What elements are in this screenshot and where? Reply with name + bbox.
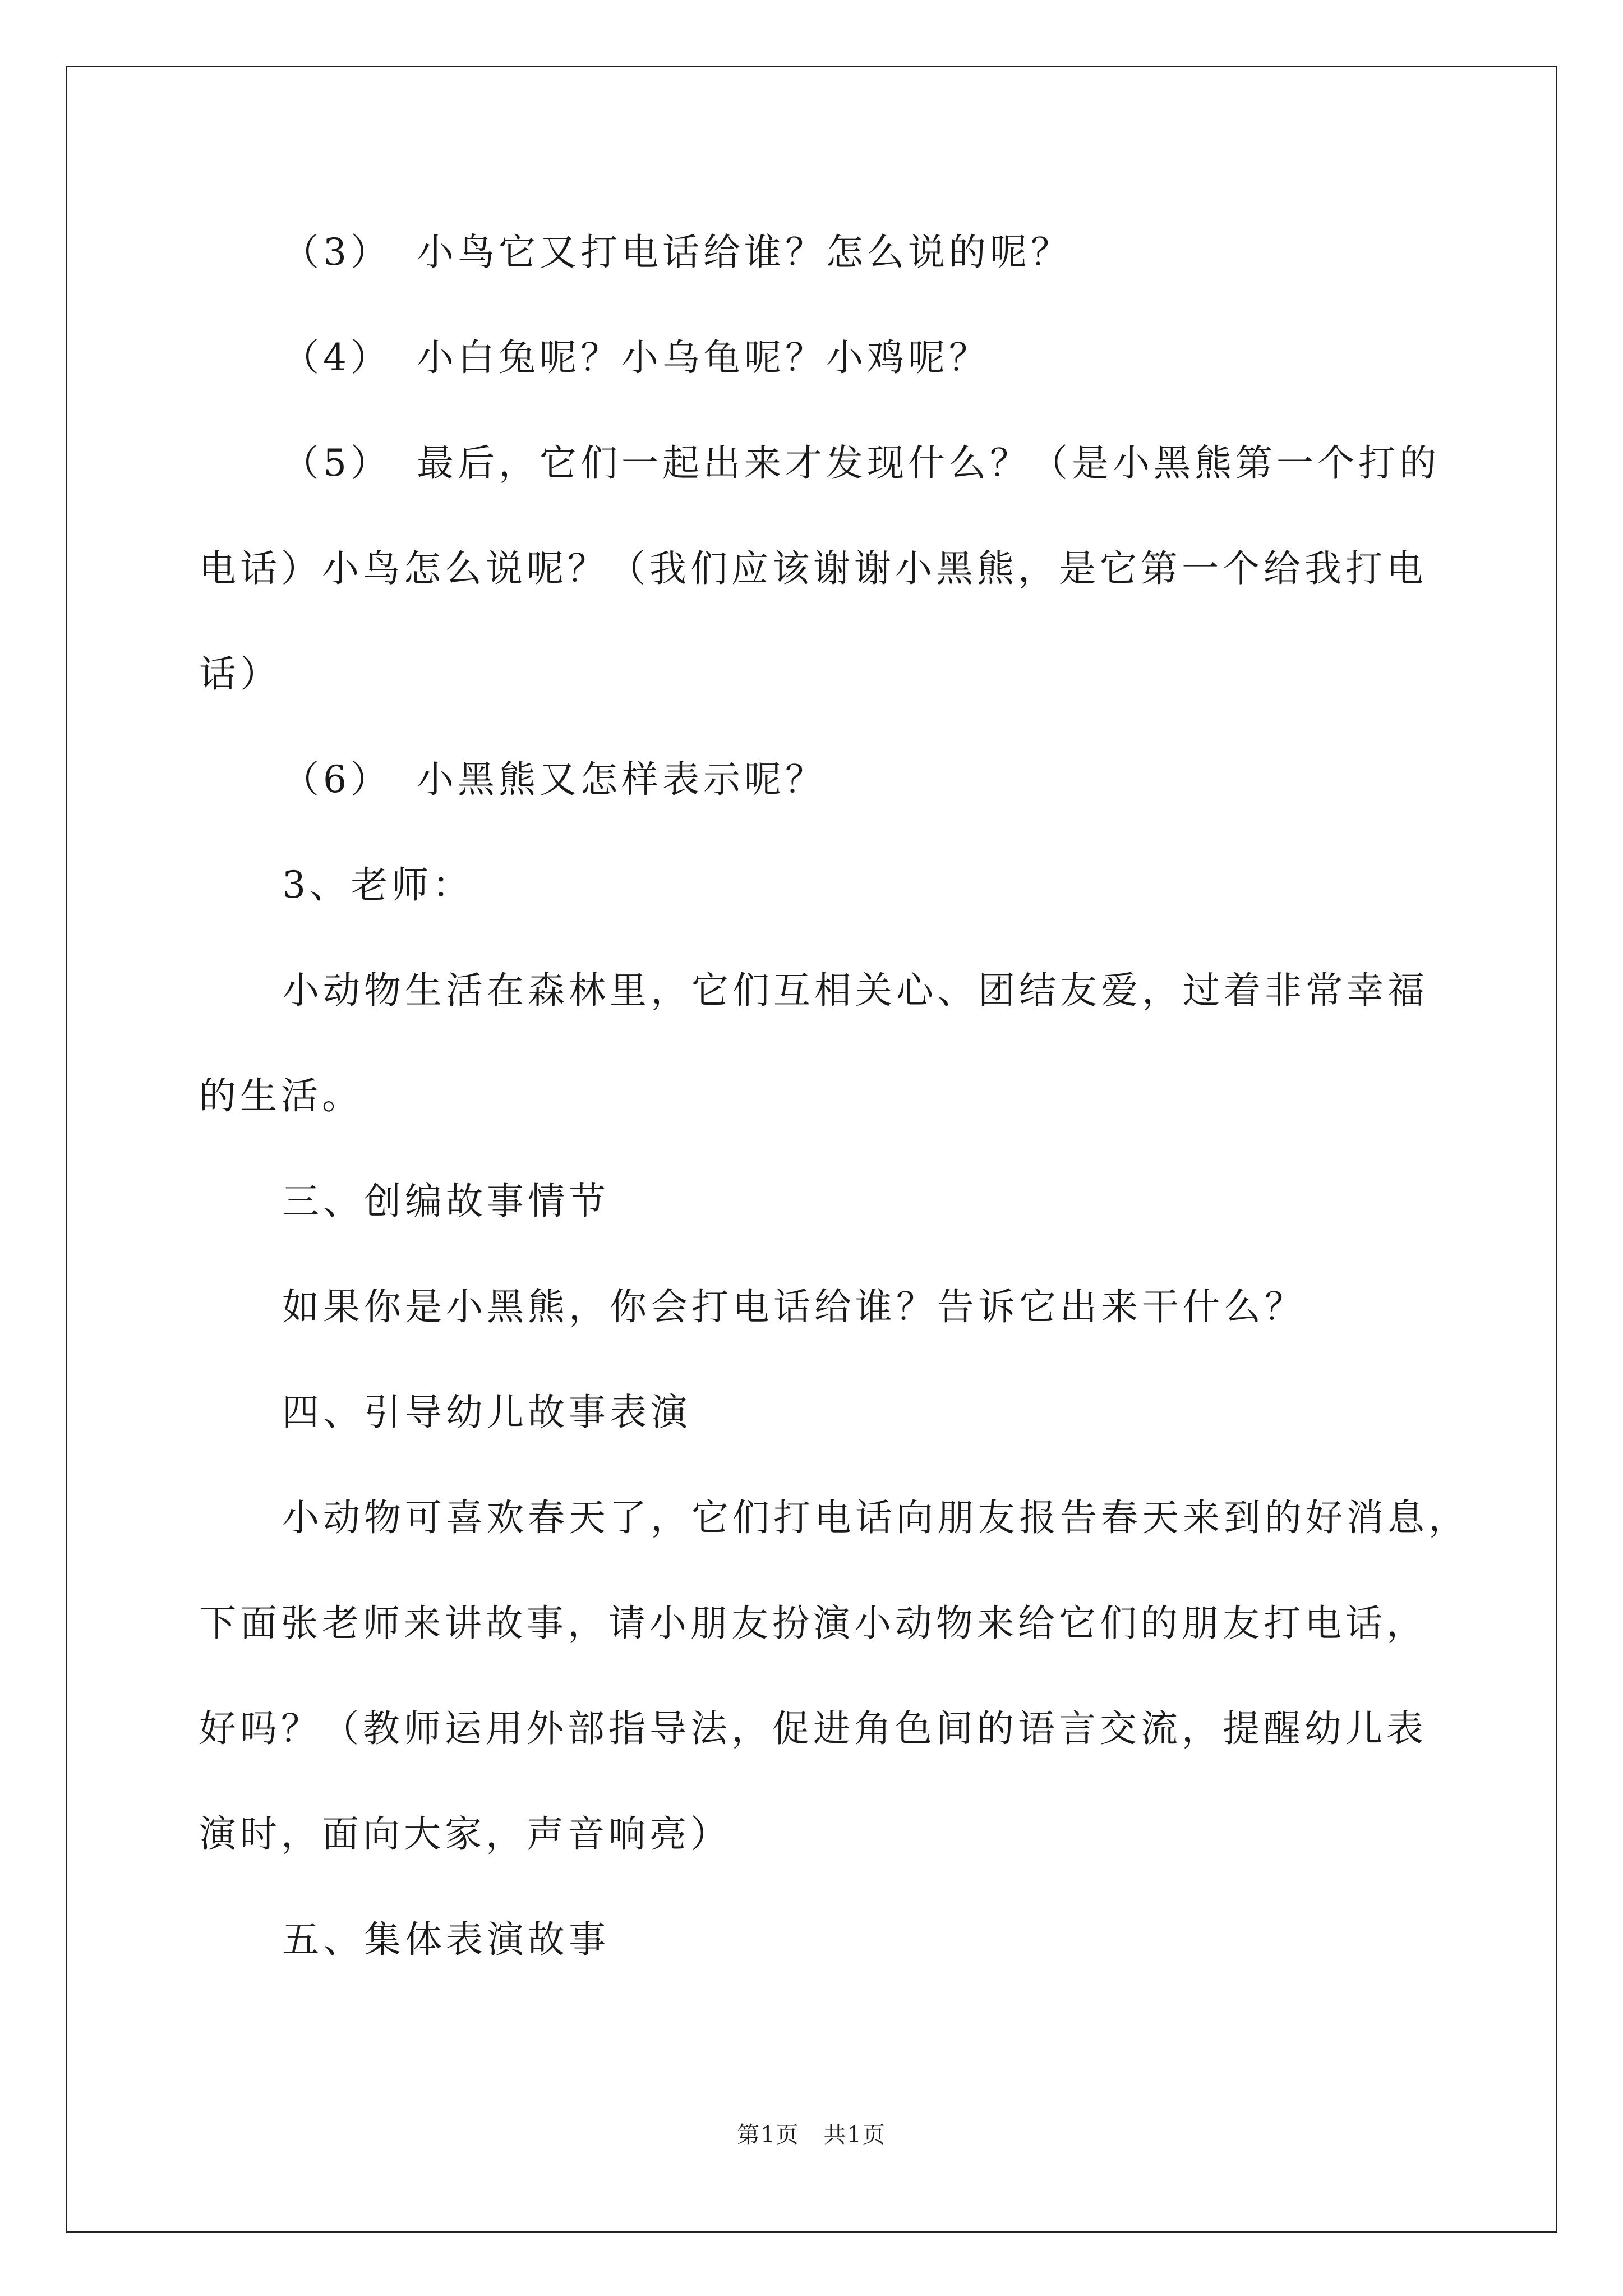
item-number: （4） (282, 336, 391, 379)
item-text: 最后，它们一起出来才发现什么？（是小黑熊第一个打的 (417, 441, 1440, 485)
paragraph-line: 的生活。 (199, 1074, 363, 1117)
paragraph-line: 小动物可喜欢春天了，它们打电话向朋友报告春天来到的好消息， (282, 1496, 1469, 1539)
paragraph-line: 演时，面向大家，声音响亮） (199, 1812, 731, 1856)
page-number: 第1页 (737, 2122, 800, 2148)
item-number: （3） (282, 231, 391, 274)
paragraph-line: 如果你是小黑熊，你会打电话给谁？告诉它出来干什么？ (282, 1285, 1306, 1328)
page-border (66, 66, 1557, 2233)
paragraph-line: 小动物生活在森林里，它们互相关心、团结友爱，过着非常幸福 (282, 969, 1428, 1012)
item-number: （6） (282, 758, 391, 801)
question-6 (282, 757, 826, 802)
paragraph-line: 话） (199, 652, 281, 696)
section-heading: 五、集体表演故事 (282, 1918, 610, 1961)
page-total: 共1页 (823, 2122, 886, 2148)
page-footer (0, 2119, 1623, 2151)
paragraph-line: 好吗？（教师运用外部指导法，促进角色间的语言交流，提醒幼儿表 (199, 1707, 1427, 1750)
paragraph-line: 电话）小鸟怎么说呢？（我们应该谢谢小黑熊，是它第一个给我打电 (199, 547, 1427, 590)
question-5 (282, 441, 1440, 486)
item-number: （5） (282, 441, 391, 485)
paragraph-line: 下面张老师来讲故事，请小朋友扮演小动物来给它们的朋友打电话， (199, 1602, 1427, 1645)
section-heading: 四、引导幼儿故事表演 (282, 1391, 691, 1434)
question-4 (282, 335, 990, 380)
section-heading: 3、老师： (282, 863, 473, 907)
section-heading: 三、创编故事情节 (282, 1180, 610, 1223)
item-text: 小鸟它又打电话给谁？怎么说的呢？ (417, 231, 1072, 274)
item-text: 小白兔呢？小乌龟呢？小鸡呢？ (417, 336, 990, 379)
item-text: 小黑熊又怎样表示呢？ (417, 758, 826, 801)
question-3 (282, 230, 1072, 275)
